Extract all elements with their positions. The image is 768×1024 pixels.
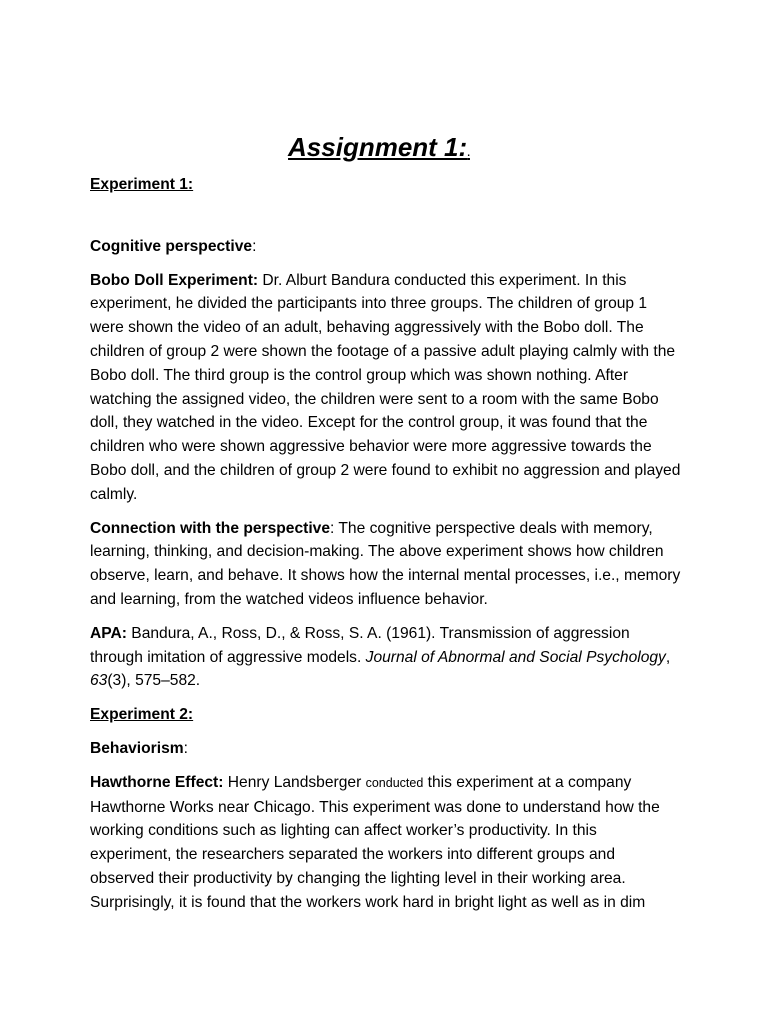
hawthorne-small-word: conducted [365, 775, 424, 790]
behaviorism-label: Behaviorism [90, 739, 184, 757]
document-body [90, 128, 682, 915]
page-title [90, 128, 682, 173]
hawthorne-paragraph [90, 771, 682, 915]
bobo-text: Dr. Alburt Bandura conducted this experiment. In this experiment, he divided the participants into three groups. The children of group 1 were shown the video of an adult, behaving aggressively with the Bobo doll. The children of group 2 were shown the footage of a passive adult playing calmly with the Bobo doll. The third group is the control group which was shown nothing. After watching the assigned video, the children were sent to a room with the same Bobo doll, they watched in the video. Except for the control group, it was found that the children who were shown aggressive behavior were more aggressive towards the Bobo doll, and the children of group 2 were found to exhibit no aggression and played calmly. [90, 271, 681, 503]
connection-label: Connection with the perspective [90, 519, 331, 537]
apa-volume: 63 [90, 672, 108, 690]
experiment2-perspective [90, 737, 682, 761]
title-trailing-mark: . [467, 148, 470, 159]
bobo-paragraph [90, 269, 682, 507]
hawthorne-text-start: Henry Landsberger [223, 773, 366, 791]
spacer [90, 761, 682, 771]
spacer [90, 259, 682, 269]
connection-text: : The cognitive perspective deals with memory, learning, thinking, and decision-making. The above experiment shows how children observe, learn, and behave. It shows how the internal mental processes, i.e., memory and learning, from the watched videos influence behavior. [90, 519, 681, 608]
apa-label: APA: [90, 624, 127, 642]
experiment2-heading: Experiment 2: [90, 706, 194, 724]
hawthorne-text: this experiment at a company Hawthorne Works near Chicago. This experiment was done to understand how the working conditions such as lighting can affect worker’s productivity. In this experiment, the researchers separated the workers into different groups and observed their productivity by changing the lighting level in their working area. Surprisingly, it is found that the workers work hard in bright light as well as in dim [90, 773, 660, 911]
experiment1-heading: Experiment 1: [90, 176, 194, 193]
apa-paragraph [90, 622, 682, 693]
apa-pages: (3), 575–582. [107, 672, 201, 690]
bobo-label: Bobo Doll Experiment: [90, 271, 259, 289]
spacer [90, 507, 682, 517]
spacer [90, 727, 682, 737]
apa-comma: , [665, 648, 671, 666]
hawthorne-label: Hawthorne Effect: [90, 773, 224, 791]
apa-text: Bandura, A., Ross, D., & Ross, S. A. (1961). Transmission of aggression through imitation of aggressive models. [90, 624, 630, 666]
spacer [90, 693, 682, 703]
apa-journal: Journal of Abnormal and Social Psychology [365, 648, 666, 666]
spacer [90, 612, 682, 622]
perspective-colon: : [252, 237, 257, 255]
experiment1-perspective [90, 235, 682, 259]
connection-paragraph [90, 517, 682, 612]
title-text: Assignment 1: [288, 132, 468, 162]
perspective-label: Cognitive perspective [90, 237, 253, 255]
spacer [90, 197, 682, 235]
behaviorism-colon: : [183, 739, 188, 757]
